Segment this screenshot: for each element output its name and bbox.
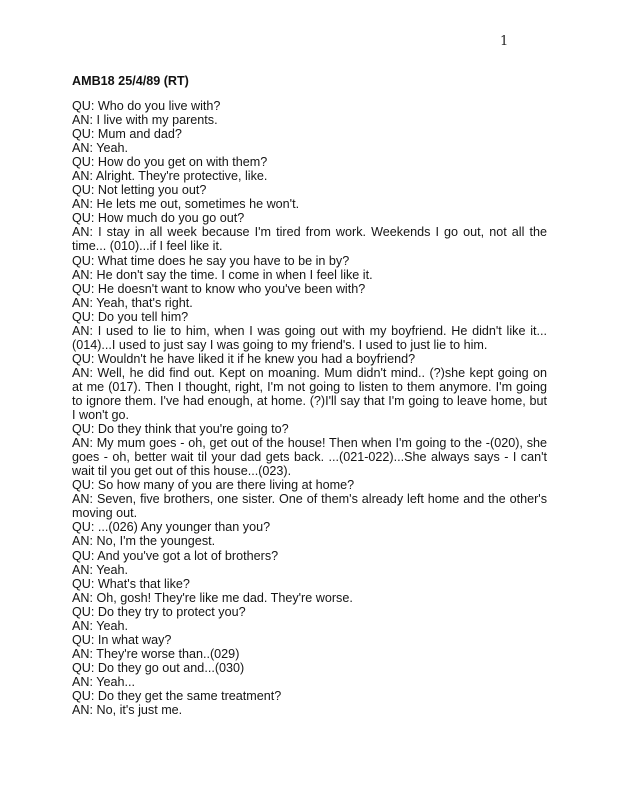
- speaker-label: AN: [72, 169, 90, 184]
- transcript: [72, 99, 547, 717]
- turn-text: Who do you live with?: [97, 99, 221, 113]
- turn-text: I stay in all week because I'm tired from work. Weekends I go out, not all the time... (010)...if I feel like it.: [72, 225, 547, 254]
- turn-text: ...(026) Any younger than you?: [97, 520, 271, 535]
- question-turn: QU: He doesn't want to know who you've been with?: [72, 281, 366, 296]
- turn-text: How do you get on with them?: [97, 155, 268, 170]
- turn-text: Well, he did find out. Kept on moaning. Mum didn't mind.. (?)she kept going on at me (017). Then I thought, right, I'm not going to listen to them anymore. I'm going to ignore them. I've had enough, at home. (?)I'll say that I'm going to leave home, but I won't go.: [72, 365, 547, 423]
- speaker-label: QU: [72, 604, 91, 619]
- speaker-label: AN: [72, 674, 90, 689]
- speaker-label: QU: [72, 422, 91, 437]
- speaker-label: AN: [72, 267, 90, 282]
- speaker-label: AN: [72, 323, 90, 338]
- speaker-label: AN: [72, 365, 90, 380]
- document-heading: AMB18 25/4/89 (RT): [72, 74, 189, 88]
- turn-text: How much do you go out?: [97, 211, 245, 226]
- speaker-label: QU: [72, 660, 91, 675]
- turn-text: Alright. They're protective, like.: [95, 169, 268, 184]
- answer-turn: AN: No, it's just me.: [72, 703, 183, 718]
- speaker-label: QU: [72, 253, 91, 268]
- speaker-label: QU: [72, 183, 91, 198]
- question-turn: QU: Not letting you out?: [72, 183, 207, 198]
- question-turn: QU: So how many of you are there living at home?: [72, 478, 355, 493]
- turn-text: What's that like?: [97, 576, 190, 591]
- question-turn: QU: How do you get on with them?: [72, 155, 268, 170]
- answer-turn: AN: No, I'm the youngest.: [72, 534, 216, 549]
- speaker-label: AN: [72, 534, 90, 549]
- answer-turn: AN: Seven, five brothers, one sister. One of them's already left home and the other's moving out.: [72, 492, 548, 521]
- question-turn: QU: Mum and dad?: [72, 127, 182, 142]
- question-turn: QU: How much do you go out?: [72, 211, 245, 226]
- question-turn: QU: Wouldn't he have liked it if he knew you had a boyfriend?: [72, 351, 416, 366]
- turn-text: No, it's just me.: [96, 703, 183, 718]
- answer-turn: AN: Oh, gosh! They're like me dad. They're worse.: [72, 590, 353, 605]
- speaker-label: QU: [72, 211, 91, 226]
- question-turn: QU: What's that like?: [72, 576, 190, 591]
- turn-text: Mum and dad?: [97, 127, 182, 142]
- turn-text: What time does he say you have to be in by?: [97, 253, 350, 268]
- speaker-label: QU: [72, 155, 91, 170]
- turn-text: In what way?: [97, 632, 172, 647]
- speaker-label: QU: [72, 309, 91, 324]
- speaker-label: QU: [72, 688, 91, 703]
- speaker-label: QU: [72, 478, 91, 493]
- speaker-label: AN: [72, 618, 90, 633]
- speaker-label: AN: [72, 295, 90, 310]
- question-turn: QU: Do they think that you're going to?: [72, 422, 289, 437]
- turn-text: Do they try to protect you?: [97, 604, 246, 619]
- question-turn: QU: Who do you live with?: [72, 99, 221, 113]
- question-turn: QU: Do they go out and...(030): [72, 660, 245, 675]
- speaker-label: AN: [72, 646, 90, 661]
- turn-text: Yeah.: [96, 562, 129, 577]
- speaker-label: AN: [72, 141, 90, 156]
- answer-turn: AN: Well, he did find out. Kept on moaning. Mum didn't mind.. (?)she kept going on at me (017). Then I thought, right, I'm not going to listen to them anymore. I'm going to ignore them. I've had enough, at home. (?)I'll say that I'm going to leave home, but I won't go.: [72, 365, 547, 423]
- answer-turn: AN: Yeah.: [72, 141, 129, 156]
- speaker-label: AN: [72, 113, 90, 128]
- answer-turn: AN: I stay in all week because I'm tired from work. Weekends I go out, not all the time... (010)...if I feel like it.: [72, 225, 547, 254]
- turn-text: Do they think that you're going to?: [97, 422, 289, 437]
- turn-text: Yeah.: [96, 618, 129, 633]
- answer-turn: AN: Yeah.: [72, 562, 129, 577]
- question-turn: QU: In what way?: [72, 632, 172, 647]
- question-turn: QU: Do they try to protect you?: [72, 604, 246, 619]
- answer-turn: AN: Yeah...: [72, 674, 136, 689]
- speaker-label: QU: [72, 632, 91, 647]
- turn-text: So how many of you are there living at home?: [97, 478, 355, 493]
- turn-text: And you've got a lot of brothers?: [97, 548, 279, 563]
- speaker-label: QU: [72, 520, 91, 535]
- turn-text: Yeah.: [96, 141, 129, 156]
- turn-text: He lets me out, sometimes he won't.: [96, 197, 300, 212]
- page-number: 1: [500, 34, 509, 49]
- answer-turn: AN: I live with my parents.: [72, 113, 218, 128]
- speaker-label: AN: [72, 436, 90, 451]
- question-turn: QU: And you've got a lot of brothers?: [72, 548, 279, 563]
- turn-text: Oh, gosh! They're like me dad. They're worse.: [96, 590, 353, 605]
- speaker-label: QU: [72, 281, 91, 296]
- turn-text: Do they get the same treatment?: [97, 688, 282, 703]
- speaker-label: AN: [72, 225, 90, 240]
- question-turn: QU: Do they get the same treatment?: [72, 688, 282, 703]
- question-turn: QU: Do you tell him?: [72, 309, 189, 324]
- turn-text: He don't say the time. I come in when I feel like it.: [96, 267, 373, 282]
- answer-turn: AN: My mum goes - oh, get out of the house! Then when I'm going to the -(020), she goes - oh, better wait til your dad gets back. ...(021-022)...She always says - I can't wait til you get out of this house...(023).: [72, 436, 547, 479]
- turn-text: Yeah...: [96, 674, 136, 689]
- speaker-label: AN: [72, 590, 90, 605]
- turn-text: Not letting you out?: [97, 183, 207, 198]
- speaker-label: QU: [72, 548, 91, 563]
- speaker-label: QU: [72, 576, 91, 591]
- speaker-label: QU: [72, 99, 91, 113]
- answer-turn: AN: He don't say the time. I come in when I feel like it.: [72, 267, 373, 282]
- answer-turn: AN: They're worse than..(029): [72, 646, 240, 661]
- turn-text: Wouldn't he have liked it if he knew you had a boyfriend?: [97, 351, 416, 366]
- turn-text: Seven, five brothers, one sister. One of them's already left home and the other's moving out.: [72, 492, 548, 521]
- turn-text: They're worse than..(029): [96, 646, 240, 661]
- question-turn: QU: What time does he say you have to be in by?: [72, 253, 350, 268]
- turn-text: I live with my parents.: [96, 113, 218, 128]
- answer-turn: AN: He lets me out, sometimes he won't.: [72, 197, 300, 212]
- turn-text: Do you tell him?: [97, 309, 189, 324]
- turn-text: I used to lie to him, when I was going out with my boyfriend. He didn't like it... (014)...I used to just say I was going to my friend's. I used to just lie to him.: [72, 323, 547, 352]
- speaker-label: QU: [72, 127, 91, 142]
- speaker-label: QU: [72, 351, 91, 366]
- speaker-label: AN: [72, 562, 90, 577]
- answer-turn: AN: Yeah, that's right.: [72, 295, 193, 310]
- turn-text: Do they go out and...(030): [97, 660, 245, 675]
- answer-turn: AN: Yeah.: [72, 618, 129, 633]
- answer-turn: AN: I used to lie to him, when I was going out with my boyfriend. He didn't like it... (014)...I used to just say I was going to my friend's. I used to just lie to him.: [72, 323, 547, 352]
- turn-text: My mum goes - oh, get out of the house! Then when I'm going to the -(020), she goes - oh, better wait til your dad gets back. ...(021-022)...She always says - I can't wait til you get out of this house...(023).: [72, 436, 547, 479]
- speaker-label: AN: [72, 492, 90, 507]
- turn-text: He doesn't want to know who you've been with?: [97, 281, 366, 296]
- turn-text: Yeah, that's right.: [96, 295, 193, 310]
- answer-turn: AN: Alright. They're protective, like.: [72, 169, 268, 184]
- speaker-label: AN: [72, 197, 90, 212]
- question-turn: QU: ...(026) Any younger than you?: [72, 520, 271, 535]
- turn-text: No, I'm the youngest.: [96, 534, 216, 549]
- speaker-label: AN: [72, 703, 90, 718]
